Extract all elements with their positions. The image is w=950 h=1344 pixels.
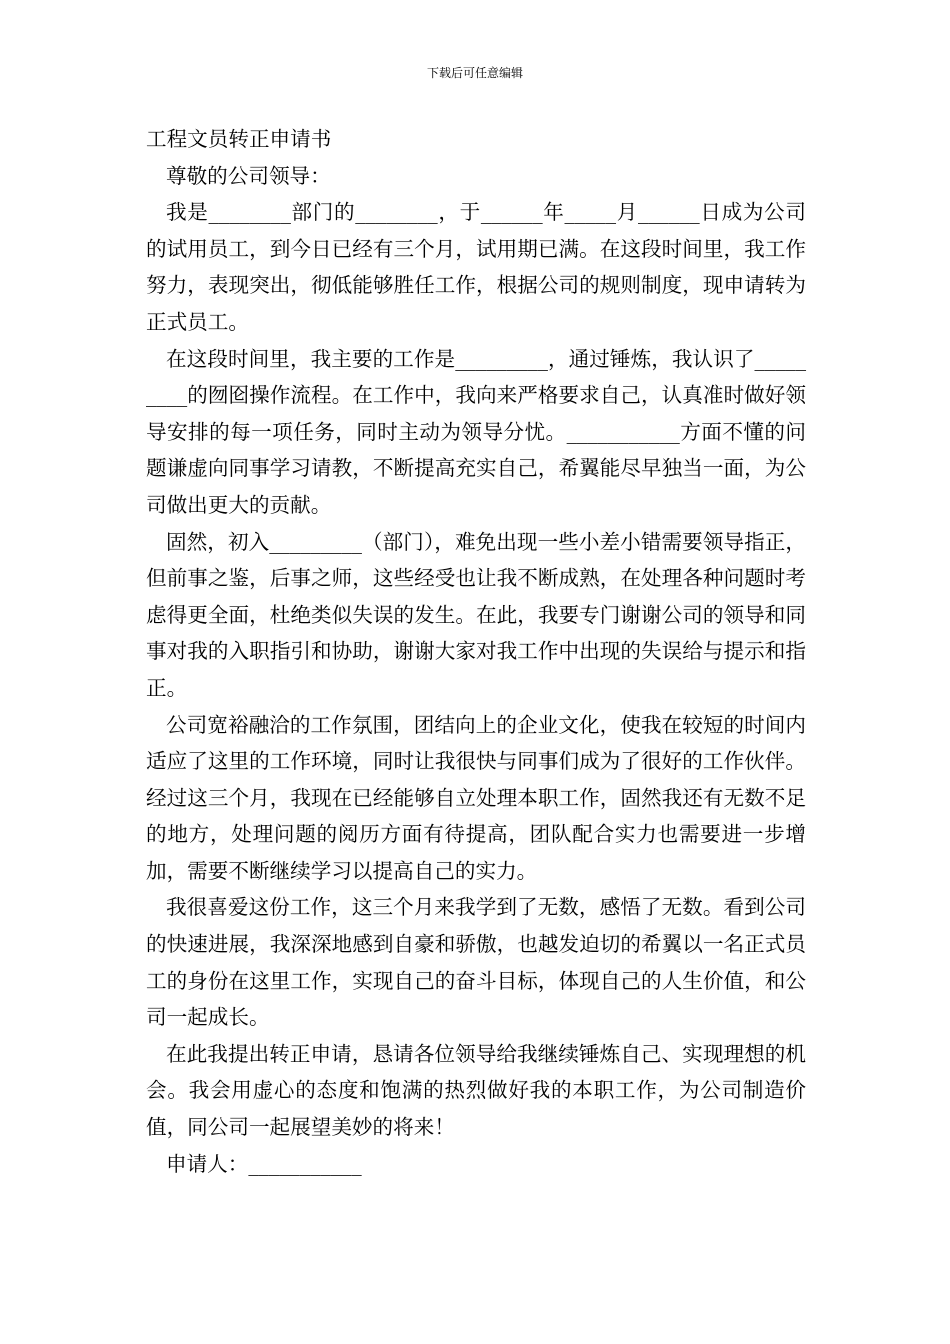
document-body: [146, 121, 806, 1182]
paragraph-4: 公司宽裕融洽的工作氛围，团结向上的企业文化，使我在较短的时间内适应了这里的工作环境，同时让我很快与同事们成为了很好的工作伙伴。经过这三个月，我现在已经能够自立处理本职工作，固然我还有无数不足的地方，处理问题的阅历方面有待提高，团队配合实力也需要进一步增加，需要不断继续学习以提高自己的实力。: [146, 712, 806, 883]
paragraph-6: 在此我提出转正申请，恳请各位领导给我继续锤炼自己、实现理想的机会。我会用虚心的态度和饱满的热烈做好我的本职工作，为公司制造价值，同公司一起展望美妙的将来！: [146, 1041, 806, 1140]
signature-line: 申请人：___________: [166, 1151, 362, 1176]
salutation: 尊敬的公司领导：: [166, 163, 331, 188]
paragraph-1: 我是________部门的________，于______年_____月______日成为公司的试用员工，到今日已经有三个月，试用期已满。在这段时间里，我工作努力，表现突出，彻低能够胜任工作，根据公司的规则制度，现申请转为正式员工。: [146, 200, 806, 334]
page-header-note: 下载后可任意编辑: [426, 66, 523, 80]
paragraph-3: 固然，初入_________（部门），难免出现一些小差小错需要领导指正，但前事之鉴，后事之师，这些经受也让我不断成熟，在处理各种问题时考虑得更全面，杜绝类似失误的发生。在此，我要专门谢谢公司的领导和同事对我的入职指引和协助，谢谢大家对我工作中出现的失误给与提示和指正。: [146, 529, 806, 700]
paragraph-5: 我很喜爱这份工作，这三个月来我学到了无数，感悟了无数。看到公司的快速进展，我深深地感到自豪和骄傲，也越发迫切的希翼以一名正式员工的身份在这里工作，实现自己的奋斗目标，体现自己的人生价值，和公司一起成长。: [146, 895, 806, 1030]
paragraph-2: 在这段时间里，我主要的工作是_________，通过锤炼，我认识了_________的囫囵操作流程。在工作中，我向来严格要求自己，认真准时做好领导安排的每一项任务，同时主动为领导分忧。___________方面不懂的问题谦虚向同事学习请教，不断提高充实自己，希翼能尽早独当一面，为公司做出更大的贡献。: [146, 346, 806, 517]
document-title: 工程文员转正申请书: [146, 127, 332, 151]
